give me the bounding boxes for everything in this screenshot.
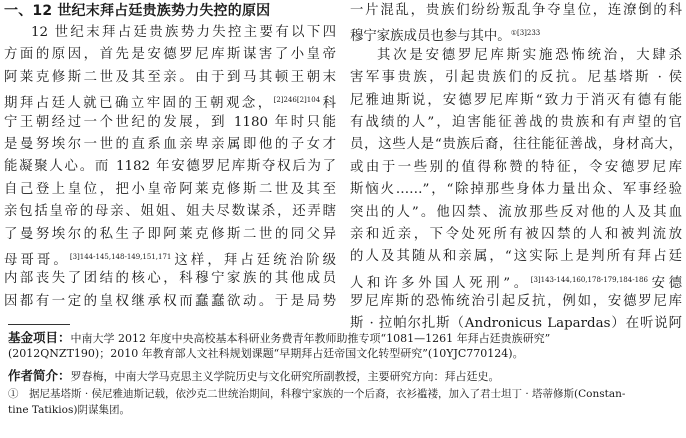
footnote-1-continued: tine Tatikios)阴谋集团。 xyxy=(8,404,130,416)
text-line: 斯 · 拉帕尔扎斯（Andronicus Lapardas）在听说阿 xyxy=(350,316,682,332)
text-line: 了曼努埃尔的私生子即阿莱克修斯二世的同父异 xyxy=(4,226,336,242)
text-line: 内部丧失了团结的核心，科穆宁家族的其他成员 xyxy=(4,271,336,287)
citation-ref: [2]246[2]104 xyxy=(273,96,321,105)
author-text: 罗春梅，中南大学马克思主义学院历史与文化研究所副教授，主要研究方向：拜占廷史。 xyxy=(70,370,500,383)
author-label: 作者简介： xyxy=(8,368,71,383)
text-line xyxy=(350,269,682,291)
text-line: 宁王朝经过一个世纪的发展，到 1180 年时只能 xyxy=(4,114,336,130)
text-line: 能凝聚人心。而 1182 年安德罗尼库斯夺权后为了 xyxy=(4,159,336,175)
text-line: 有战绩的人”，迫害能征善战的贵族和有声望的官 xyxy=(350,114,682,130)
citation-ref: ①[3]233 xyxy=(510,29,541,38)
text-line: 方面的原因，首先是安德罗尼库斯谋害了小皇帝 xyxy=(4,47,336,63)
fund-footnote-continued: (2012QNZT190)；2010 年教育部人文社科规划课题“早期拜占廷帝国文化转型研究”(10YJC770124)。 xyxy=(8,347,524,360)
text-line: 一片混乱，贵族们纷纷叛乱争夺皇位，连潦倒的科 xyxy=(350,3,682,18)
text-line: 尼雅迪斯说，安德罗尼库斯“致力于消灭有德有能 xyxy=(350,92,682,108)
footnote-1: ① 据尼基塔斯 · 侯尼雅迪斯记载，依沙克二世统治期间，科穆宁家族的一个后裔，衣衫褴褛，加入了君士坦丁 · 塔蒂修斯(Constan- xyxy=(8,388,626,400)
text-line: 阿莱克修斯二世及其至亲。由于到马其顿王朝末 xyxy=(4,69,336,85)
text-line xyxy=(4,89,336,111)
text-line: 亲包括皇帝的母亲、姐姐、姐夫尽数谋杀，还弄瞎 xyxy=(4,204,336,220)
citation-ref: [3]143-144,160,178-179,184-186 xyxy=(530,275,648,284)
text-line: 斯恼火……”，“除掉那些身体力量出众、军事经验 xyxy=(350,182,682,198)
text-line: 突出的人”。他囚禁、流放那些反对他的人及其血 xyxy=(350,204,682,220)
footnote-divider xyxy=(8,324,70,325)
fund-footnote xyxy=(8,328,680,346)
text-line xyxy=(4,246,336,268)
text-segment: 安德 xyxy=(647,275,682,291)
citation-ref: [3]144-145,148-149,151,171 xyxy=(69,252,172,261)
section-title: 一、12 世纪末拜占廷贵族势力失控的原因 xyxy=(4,3,271,19)
text-segment: 人和许多外国人死刑”。 xyxy=(350,275,531,291)
author-footnote xyxy=(8,366,680,384)
text-segment: 穆宁家族成员也参与其中。 xyxy=(350,29,511,45)
fund-label: 基金项目： xyxy=(8,330,71,345)
text-line: 自己登上皇位，把小皇帝阿莱克修斯二世及其至 xyxy=(4,181,336,197)
text-segment: 期拜占廷人就已确立牢固的王朝观念， xyxy=(4,96,274,112)
text-line: 其次是安德罗尼库斯实施恐怖统治，大肆杀 xyxy=(377,47,682,63)
text-line: 12 世纪末拜占廷贵族势力失控主要有以下四 xyxy=(31,25,336,40)
text-line: 亲和近亲，下令处死所有被囚禁的人和被判流放 xyxy=(350,226,682,242)
text-line: 罗尼库斯的恐怖统治引起反抗，例如，安德罗尼库 xyxy=(350,294,682,310)
text-line: 害军事贵族，引起贵族们的反抗。尼基塔斯 · 侯 xyxy=(350,70,682,86)
text-line: 因都有一定的皇权继承权而蠢蠢欲动。于是局势 xyxy=(4,293,336,309)
text-line: 是曼努埃尔一世的直系血亲卑亲属即他的子女才 xyxy=(4,136,336,152)
text-line: 或由于一些别的值得称赞的特征，令安德罗尼库 xyxy=(350,159,682,175)
text-segment: 这样，拜占廷统治阶级 xyxy=(171,252,336,268)
text-line: 员，这些人是“贵族后裔，往往能征善战，身材高大， xyxy=(350,137,682,153)
text-line xyxy=(350,22,682,44)
text-segment: 科 xyxy=(320,96,336,112)
text-segment: 母哥哥。 xyxy=(4,252,70,268)
left-column xyxy=(4,0,336,313)
text-line: 的人及其随从和亲属，“这实际上是判所有拜占廷 xyxy=(350,249,682,265)
right-column xyxy=(350,0,682,336)
fund-text: 中南大学 2012 年度中央高校基本科研业务费青年教师助推专项“1081—1261 年拜占廷贵族研究” xyxy=(70,332,551,345)
